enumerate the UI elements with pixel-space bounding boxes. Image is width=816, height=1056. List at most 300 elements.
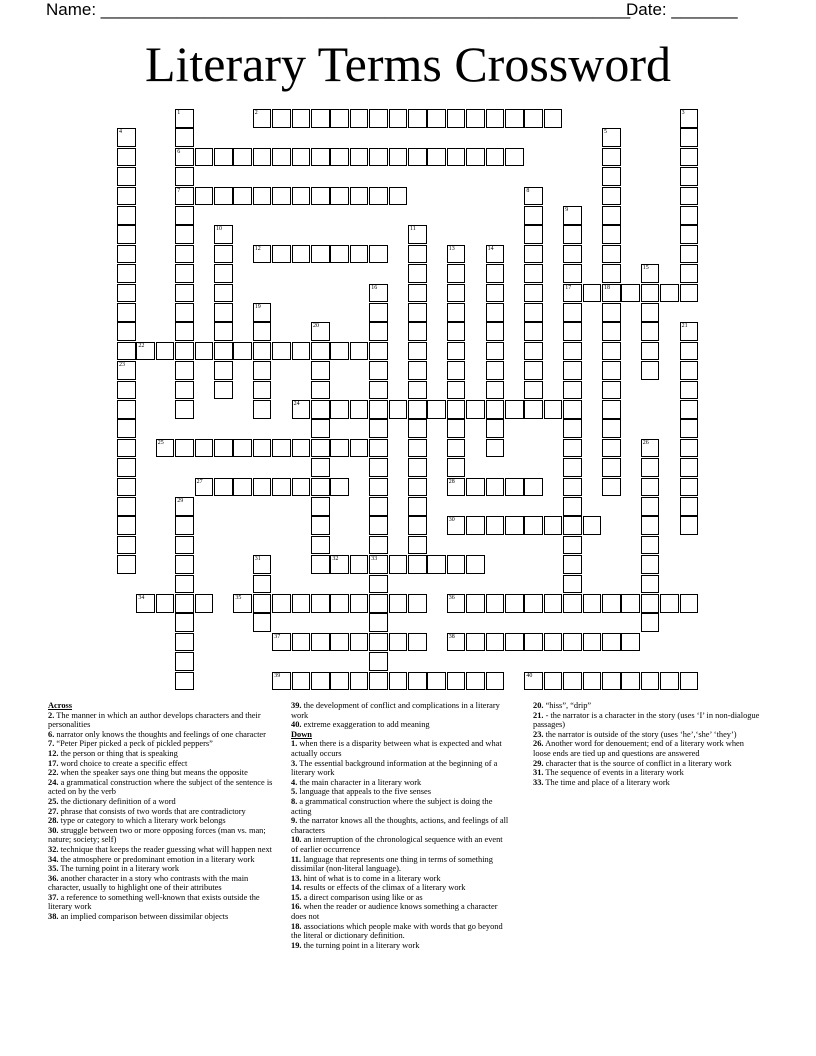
grid-cell[interactable] (117, 167, 136, 186)
date-field[interactable]: Date: _______ (626, 0, 738, 19)
grid-cell[interactable] (486, 303, 505, 322)
grid-cell[interactable] (486, 245, 505, 264)
grid-cell[interactable] (117, 458, 136, 477)
grid-cell[interactable] (641, 575, 660, 594)
grid-cell[interactable] (389, 187, 408, 206)
grid-cell[interactable] (524, 381, 543, 400)
grid-cell[interactable] (311, 109, 330, 128)
grid-cell[interactable] (680, 419, 699, 438)
grid-cell[interactable] (427, 672, 446, 691)
grid-cell[interactable] (175, 322, 194, 341)
grid-cell[interactable] (389, 633, 408, 652)
grid-cell[interactable] (408, 555, 427, 574)
grid-cell[interactable] (117, 284, 136, 303)
grid-cell[interactable] (602, 419, 621, 438)
grid-cell[interactable] (330, 594, 349, 613)
grid-cell[interactable] (117, 361, 136, 380)
grid-cell[interactable] (350, 400, 369, 419)
grid-cell[interactable] (524, 594, 543, 613)
grid-cell[interactable] (117, 400, 136, 419)
grid-cell[interactable] (447, 478, 466, 497)
grid-cell[interactable] (563, 439, 582, 458)
grid-cell[interactable] (680, 478, 699, 497)
grid-cell[interactable] (447, 400, 466, 419)
grid-cell[interactable] (253, 381, 272, 400)
grid-cell[interactable] (369, 419, 388, 438)
grid-cell[interactable] (641, 672, 660, 691)
grid-cell[interactable] (680, 361, 699, 380)
grid-cell[interactable] (117, 148, 136, 167)
grid-cell[interactable] (524, 264, 543, 283)
grid-cell[interactable] (350, 342, 369, 361)
grid-cell[interactable] (408, 458, 427, 477)
grid-cell[interactable] (505, 400, 524, 419)
grid-cell[interactable] (253, 342, 272, 361)
grid-cell[interactable] (563, 536, 582, 555)
grid-cell[interactable] (350, 109, 369, 128)
grid-cell[interactable] (311, 322, 330, 341)
grid-cell[interactable] (621, 284, 640, 303)
grid-cell[interactable] (369, 148, 388, 167)
grid-cell[interactable] (544, 633, 563, 652)
grid-cell[interactable] (350, 594, 369, 613)
grid-cell[interactable] (253, 303, 272, 322)
grid-cell[interactable] (369, 575, 388, 594)
grid-cell[interactable] (369, 381, 388, 400)
grid-cell[interactable] (583, 284, 602, 303)
grid-cell[interactable] (311, 536, 330, 555)
grid-cell[interactable] (641, 478, 660, 497)
grid-cell[interactable] (505, 478, 524, 497)
grid-cell[interactable] (214, 439, 233, 458)
grid-cell[interactable] (408, 400, 427, 419)
grid-cell[interactable] (369, 613, 388, 632)
grid-cell[interactable] (602, 672, 621, 691)
grid-cell[interactable] (369, 284, 388, 303)
grid-cell[interactable] (408, 536, 427, 555)
grid-cell[interactable] (272, 594, 291, 613)
grid-cell[interactable] (117, 322, 136, 341)
grid-cell[interactable] (214, 478, 233, 497)
grid-cell[interactable] (641, 342, 660, 361)
grid-cell[interactable] (602, 594, 621, 613)
grid-cell[interactable] (680, 497, 699, 516)
grid-cell[interactable] (233, 439, 252, 458)
grid-cell[interactable] (175, 264, 194, 283)
grid-cell[interactable] (330, 342, 349, 361)
grid-cell[interactable] (583, 633, 602, 652)
grid-cell[interactable] (563, 633, 582, 652)
grid-cell[interactable] (466, 555, 485, 574)
grid-cell[interactable] (253, 478, 272, 497)
grid-cell[interactable] (311, 245, 330, 264)
grid-cell[interactable] (408, 497, 427, 516)
grid-cell[interactable] (292, 245, 311, 264)
grid-cell[interactable] (311, 361, 330, 380)
grid-cell[interactable] (563, 594, 582, 613)
grid-cell[interactable] (214, 264, 233, 283)
grid-cell[interactable] (680, 109, 699, 128)
grid-cell[interactable] (660, 284, 679, 303)
grid-cell[interactable] (524, 206, 543, 225)
grid-cell[interactable] (621, 672, 640, 691)
grid-cell[interactable] (486, 109, 505, 128)
grid-cell[interactable] (253, 594, 272, 613)
grid-cell[interactable] (233, 594, 252, 613)
grid-cell[interactable] (427, 148, 446, 167)
grid-cell[interactable] (175, 497, 194, 516)
grid-cell[interactable] (389, 555, 408, 574)
grid-cell[interactable] (175, 225, 194, 244)
grid-cell[interactable] (311, 458, 330, 477)
grid-cell[interactable] (350, 555, 369, 574)
grid-cell[interactable] (330, 672, 349, 691)
grid-cell[interactable] (621, 594, 640, 613)
grid-cell[interactable] (563, 284, 582, 303)
grid-cell[interactable] (602, 633, 621, 652)
grid-cell[interactable] (505, 594, 524, 613)
grid-cell[interactable] (602, 342, 621, 361)
grid-cell[interactable] (563, 672, 582, 691)
grid-cell[interactable] (272, 439, 291, 458)
grid-cell[interactable] (408, 594, 427, 613)
grid-cell[interactable] (680, 187, 699, 206)
grid-cell[interactable] (563, 400, 582, 419)
grid-cell[interactable] (175, 555, 194, 574)
grid-cell[interactable] (447, 439, 466, 458)
grid-cell[interactable] (563, 575, 582, 594)
grid-cell[interactable] (447, 148, 466, 167)
grid-cell[interactable] (602, 478, 621, 497)
grid-cell[interactable] (408, 148, 427, 167)
grid-cell[interactable] (641, 613, 660, 632)
grid-cell[interactable] (427, 109, 446, 128)
grid-cell[interactable] (311, 187, 330, 206)
grid-cell[interactable] (311, 419, 330, 438)
grid-cell[interactable] (214, 303, 233, 322)
grid-cell[interactable] (466, 633, 485, 652)
grid-cell[interactable] (117, 516, 136, 535)
grid-cell[interactable] (389, 400, 408, 419)
grid-cell[interactable] (486, 400, 505, 419)
grid-cell[interactable] (292, 400, 311, 419)
grid-cell[interactable] (292, 633, 311, 652)
grid-cell[interactable] (466, 516, 485, 535)
grid-cell[interactable] (195, 439, 214, 458)
grid-cell[interactable] (175, 245, 194, 264)
grid-cell[interactable] (680, 284, 699, 303)
grid-cell[interactable] (602, 400, 621, 419)
grid-cell[interactable] (175, 303, 194, 322)
grid-cell[interactable] (175, 652, 194, 671)
grid-cell[interactable] (486, 361, 505, 380)
grid-cell[interactable] (447, 516, 466, 535)
grid-cell[interactable] (602, 361, 621, 380)
grid-cell[interactable] (156, 439, 175, 458)
grid-cell[interactable] (524, 516, 543, 535)
grid-cell[interactable] (311, 148, 330, 167)
grid-cell[interactable] (641, 322, 660, 341)
grid-cell[interactable] (602, 284, 621, 303)
grid-cell[interactable] (660, 672, 679, 691)
grid-cell[interactable] (311, 594, 330, 613)
grid-cell[interactable] (369, 516, 388, 535)
grid-cell[interactable] (117, 264, 136, 283)
grid-cell[interactable] (408, 439, 427, 458)
grid-cell[interactable] (369, 187, 388, 206)
grid-cell[interactable] (641, 536, 660, 555)
grid-cell[interactable] (505, 109, 524, 128)
grid-cell[interactable] (486, 342, 505, 361)
grid-cell[interactable] (195, 478, 214, 497)
grid-cell[interactable] (253, 245, 272, 264)
grid-cell[interactable] (117, 478, 136, 497)
grid-cell[interactable] (447, 419, 466, 438)
grid-cell[interactable] (408, 516, 427, 535)
grid-cell[interactable] (621, 633, 640, 652)
grid-cell[interactable] (272, 187, 291, 206)
grid-cell[interactable] (602, 225, 621, 244)
grid-cell[interactable] (505, 633, 524, 652)
grid-cell[interactable] (583, 516, 602, 535)
grid-cell[interactable] (524, 187, 543, 206)
grid-cell[interactable] (292, 148, 311, 167)
grid-cell[interactable] (175, 109, 194, 128)
grid-cell[interactable] (117, 381, 136, 400)
grid-cell[interactable] (175, 536, 194, 555)
grid-cell[interactable] (447, 594, 466, 613)
grid-cell[interactable] (680, 148, 699, 167)
grid-cell[interactable] (408, 361, 427, 380)
grid-cell[interactable] (272, 109, 291, 128)
grid-cell[interactable] (602, 458, 621, 477)
grid-cell[interactable] (524, 633, 543, 652)
grid-cell[interactable] (369, 672, 388, 691)
grid-cell[interactable] (175, 439, 194, 458)
grid-cell[interactable] (175, 361, 194, 380)
grid-cell[interactable] (563, 322, 582, 341)
grid-cell[interactable] (350, 439, 369, 458)
grid-cell[interactable] (563, 381, 582, 400)
grid-cell[interactable] (369, 342, 388, 361)
grid-cell[interactable] (466, 400, 485, 419)
grid-cell[interactable] (524, 400, 543, 419)
grid-cell[interactable] (641, 439, 660, 458)
grid-cell[interactable] (117, 419, 136, 438)
grid-cell[interactable] (602, 245, 621, 264)
grid-cell[interactable] (214, 381, 233, 400)
grid-cell[interactable] (680, 458, 699, 477)
grid-cell[interactable] (292, 439, 311, 458)
grid-cell[interactable] (447, 284, 466, 303)
grid-cell[interactable] (117, 128, 136, 147)
grid-cell[interactable] (447, 322, 466, 341)
grid-cell[interactable] (680, 225, 699, 244)
grid-cell[interactable] (117, 536, 136, 555)
grid-cell[interactable] (389, 672, 408, 691)
grid-cell[interactable] (330, 555, 349, 574)
grid-cell[interactable] (544, 516, 563, 535)
name-field[interactable]: Name: ________________________________________________________ (46, 0, 631, 19)
grid-cell[interactable] (156, 342, 175, 361)
grid-cell[interactable] (330, 148, 349, 167)
grid-cell[interactable] (602, 187, 621, 206)
grid-cell[interactable] (117, 303, 136, 322)
grid-cell[interactable] (641, 458, 660, 477)
grid-cell[interactable] (486, 478, 505, 497)
grid-cell[interactable] (466, 148, 485, 167)
grid-cell[interactable] (369, 633, 388, 652)
grid-cell[interactable] (447, 303, 466, 322)
grid-cell[interactable] (369, 400, 388, 419)
grid-cell[interactable] (563, 516, 582, 535)
grid-cell[interactable] (214, 361, 233, 380)
grid-cell[interactable] (505, 148, 524, 167)
grid-cell[interactable] (292, 672, 311, 691)
grid-cell[interactable] (641, 361, 660, 380)
grid-cell[interactable] (408, 342, 427, 361)
grid-cell[interactable] (292, 594, 311, 613)
grid-cell[interactable] (350, 187, 369, 206)
grid-cell[interactable] (524, 478, 543, 497)
grid-cell[interactable] (195, 148, 214, 167)
grid-cell[interactable] (524, 342, 543, 361)
grid-cell[interactable] (253, 439, 272, 458)
grid-cell[interactable] (330, 187, 349, 206)
grid-cell[interactable] (563, 458, 582, 477)
grid-cell[interactable] (175, 342, 194, 361)
grid-cell[interactable] (563, 264, 582, 283)
grid-cell[interactable] (680, 400, 699, 419)
grid-cell[interactable] (117, 245, 136, 264)
grid-cell[interactable] (369, 303, 388, 322)
grid-cell[interactable] (136, 594, 155, 613)
grid-cell[interactable] (292, 109, 311, 128)
grid-cell[interactable] (486, 439, 505, 458)
grid-cell[interactable] (195, 342, 214, 361)
grid-cell[interactable] (369, 555, 388, 574)
grid-cell[interactable] (544, 109, 563, 128)
grid-cell[interactable] (486, 672, 505, 691)
grid-cell[interactable] (427, 555, 446, 574)
grid-cell[interactable] (641, 303, 660, 322)
grid-cell[interactable] (524, 361, 543, 380)
grid-cell[interactable] (486, 419, 505, 438)
grid-cell[interactable] (466, 672, 485, 691)
grid-cell[interactable] (330, 633, 349, 652)
grid-cell[interactable] (524, 284, 543, 303)
grid-cell[interactable] (680, 342, 699, 361)
grid-cell[interactable] (408, 284, 427, 303)
grid-cell[interactable] (680, 167, 699, 186)
grid-cell[interactable] (292, 342, 311, 361)
grid-cell[interactable] (175, 381, 194, 400)
grid-cell[interactable] (214, 245, 233, 264)
grid-cell[interactable] (175, 284, 194, 303)
grid-cell[interactable] (466, 478, 485, 497)
grid-cell[interactable] (680, 128, 699, 147)
grid-cell[interactable] (602, 439, 621, 458)
grid-cell[interactable] (272, 633, 291, 652)
grid-cell[interactable] (117, 206, 136, 225)
grid-cell[interactable] (272, 148, 291, 167)
grid-cell[interactable] (233, 148, 252, 167)
grid-cell[interactable] (408, 303, 427, 322)
grid-cell[interactable] (214, 322, 233, 341)
grid-cell[interactable] (369, 478, 388, 497)
grid-cell[interactable] (272, 672, 291, 691)
grid-cell[interactable] (350, 672, 369, 691)
grid-cell[interactable] (369, 652, 388, 671)
grid-cell[interactable] (175, 613, 194, 632)
grid-cell[interactable] (447, 109, 466, 128)
grid-cell[interactable] (563, 419, 582, 438)
grid-cell[interactable] (369, 439, 388, 458)
grid-cell[interactable] (117, 342, 136, 361)
grid-cell[interactable] (350, 245, 369, 264)
grid-cell[interactable] (408, 109, 427, 128)
grid-cell[interactable] (602, 167, 621, 186)
grid-cell[interactable] (311, 400, 330, 419)
grid-cell[interactable] (602, 128, 621, 147)
grid-cell[interactable] (408, 672, 427, 691)
grid-cell[interactable] (272, 478, 291, 497)
grid-cell[interactable] (233, 478, 252, 497)
grid-cell[interactable] (253, 109, 272, 128)
grid-cell[interactable] (680, 672, 699, 691)
grid-cell[interactable] (369, 458, 388, 477)
grid-cell[interactable] (466, 594, 485, 613)
grid-cell[interactable] (447, 342, 466, 361)
grid-cell[interactable] (447, 245, 466, 264)
grid-cell[interactable] (524, 109, 543, 128)
grid-cell[interactable] (408, 245, 427, 264)
grid-cell[interactable] (602, 381, 621, 400)
grid-cell[interactable] (253, 575, 272, 594)
grid-cell[interactable] (680, 264, 699, 283)
grid-cell[interactable] (602, 322, 621, 341)
grid-cell[interactable] (175, 672, 194, 691)
grid-cell[interactable] (447, 633, 466, 652)
grid-cell[interactable] (369, 109, 388, 128)
grid-cell[interactable] (253, 555, 272, 574)
grid-cell[interactable] (253, 613, 272, 632)
grid-cell[interactable] (641, 516, 660, 535)
grid-cell[interactable] (408, 478, 427, 497)
grid-cell[interactable] (369, 361, 388, 380)
grid-cell[interactable] (408, 225, 427, 244)
grid-cell[interactable] (175, 167, 194, 186)
grid-cell[interactable] (544, 672, 563, 691)
grid-cell[interactable] (330, 245, 349, 264)
grid-cell[interactable] (350, 148, 369, 167)
grid-cell[interactable] (524, 322, 543, 341)
grid-cell[interactable] (369, 536, 388, 555)
grid-cell[interactable] (641, 264, 660, 283)
grid-cell[interactable] (369, 594, 388, 613)
grid-cell[interactable] (544, 400, 563, 419)
grid-cell[interactable] (369, 497, 388, 516)
grid-cell[interactable] (447, 264, 466, 283)
grid-cell[interactable] (563, 225, 582, 244)
grid-cell[interactable] (311, 555, 330, 574)
grid-cell[interactable] (253, 187, 272, 206)
grid-cell[interactable] (175, 148, 194, 167)
grid-cell[interactable] (389, 148, 408, 167)
grid-cell[interactable] (505, 516, 524, 535)
grid-cell[interactable] (641, 555, 660, 574)
grid-cell[interactable] (408, 381, 427, 400)
